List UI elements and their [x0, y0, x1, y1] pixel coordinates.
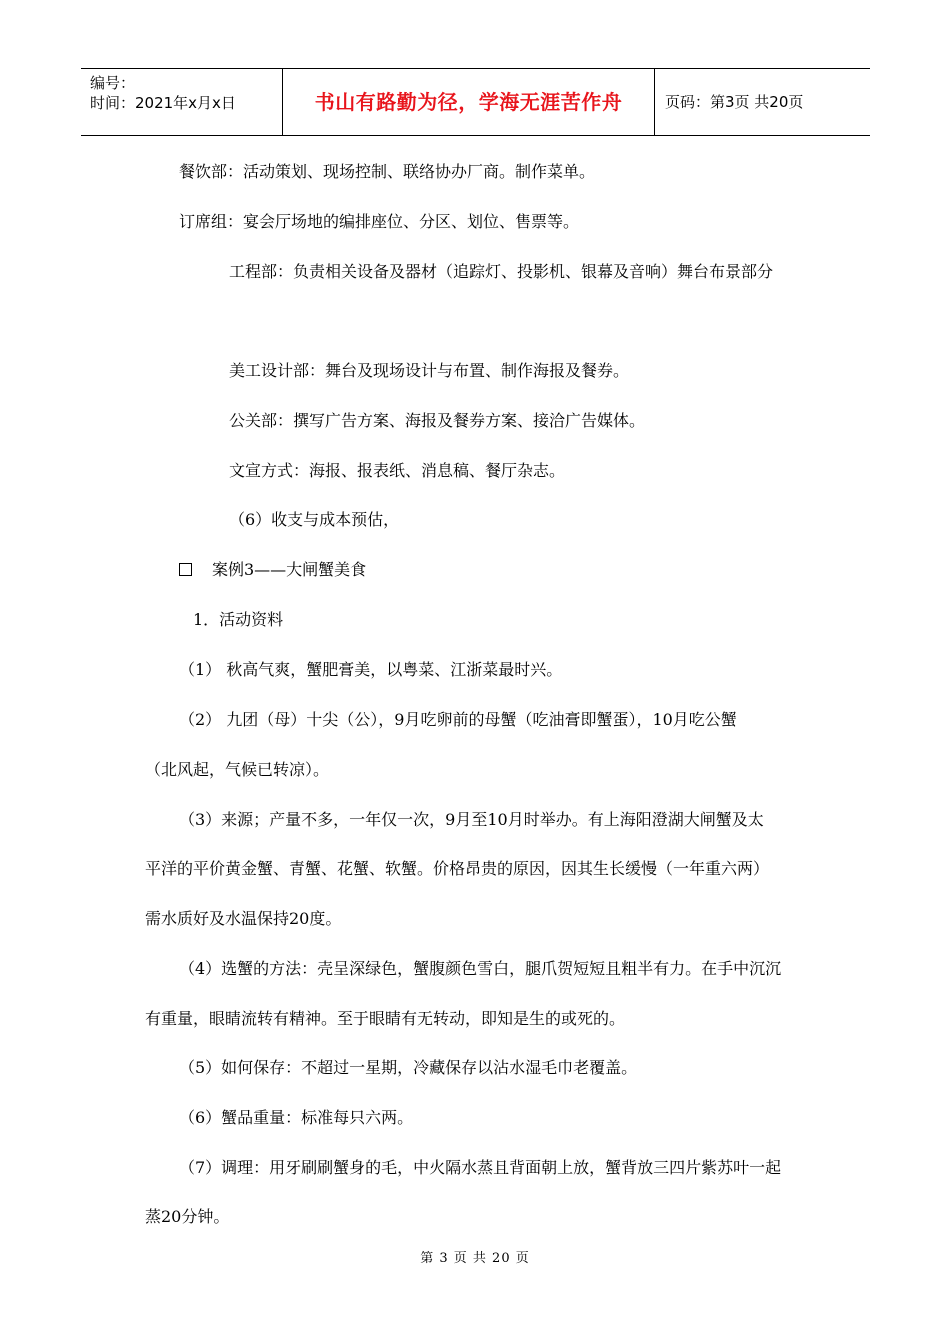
header-number: 编号：: [90, 74, 136, 92]
paragraph: 工程部：负责相关设备及器材（追踪灯、投影机、银幕及音响）舞台布景部分: [229, 262, 774, 281]
paragraph: （5）如何保存：不超过一星期，冷藏保存以沾水湿毛巾老覆盖。: [179, 1058, 638, 1077]
paragraph: （2） 九团（母）十尖（公），9月吃卵前的母蟹（吃油膏即蟹蛋），10月吃公蟹: [179, 710, 737, 729]
section-heading: （6）收支与成本预估，: [229, 510, 400, 529]
page-header: [81, 68, 870, 136]
paragraph: 蒸20分钟。: [145, 1207, 230, 1226]
case-heading: [179, 560, 366, 580]
paragraph: 公关部：撰写广告方案、海报及餐券方案、接洽广告媒体。: [229, 411, 646, 430]
subsection-heading: 1．活动资料: [193, 610, 284, 629]
paragraph: 文宣方式：海报、报表纸、消息稿、餐厅杂志。: [229, 461, 566, 480]
paragraph: 餐饮部：活动策划、现场控制、联络协办厂商。制作菜单。: [179, 162, 596, 181]
paragraph: （3）来源；产量不多，一年仅一次，9月至10月时举办。有上海阳澄湖大闸蟹及太: [179, 810, 764, 829]
page-footer: 第 3 页 共 20 页: [420, 1251, 530, 1266]
paragraph: 需水质好及水温保持20度。: [145, 909, 342, 928]
checkbox-icon: [179, 563, 192, 576]
header-time: 时间：2021年x月x日: [90, 94, 236, 112]
paragraph: （6）蟹品重量：标准每只六两。: [179, 1108, 414, 1127]
header-page-number: 页码：第3页 共20页: [665, 93, 804, 111]
paragraph: （7）调理：用牙刷刷蟹身的毛，中火隔水蒸且背面朝上放，蟹背放三四片紫苏叶一起: [179, 1158, 782, 1177]
header-motto: 书山有路勤为径，学海无涯苦作舟: [314, 90, 623, 114]
paragraph: 平洋的平价黄金蟹、青蟹、花蟹、软蟹。价格昂贵的原因，因其生长缓慢（一年重六两）: [145, 859, 770, 878]
paragraph: （4）选蟹的方法：壳呈深绿色，蟹腹颜色雪白，腿爪贺短短且粗半有力。在手中沉沉: [179, 959, 782, 978]
paragraph: 有重量，眼睛流转有精神。至于眼睛有无转动，即知是生的或死的。: [145, 1009, 626, 1028]
header-meta: [90, 73, 236, 113]
paragraph: （北风起，气候已转凉）。: [145, 760, 330, 779]
paragraph: 订席组：宴会厅场地的编排座位、分区、划位、售票等。: [179, 212, 580, 231]
paragraph: （1） 秋高气爽，蟹肥膏美，以粤菜、江浙菜最时兴。: [179, 660, 563, 679]
paragraph: 美工设计部：舞台及现场设计与布置、制作海报及餐券。: [229, 361, 630, 380]
header-divider-right: [654, 69, 655, 135]
case-heading-text: 案例3——大闸蟹美食: [212, 560, 367, 579]
